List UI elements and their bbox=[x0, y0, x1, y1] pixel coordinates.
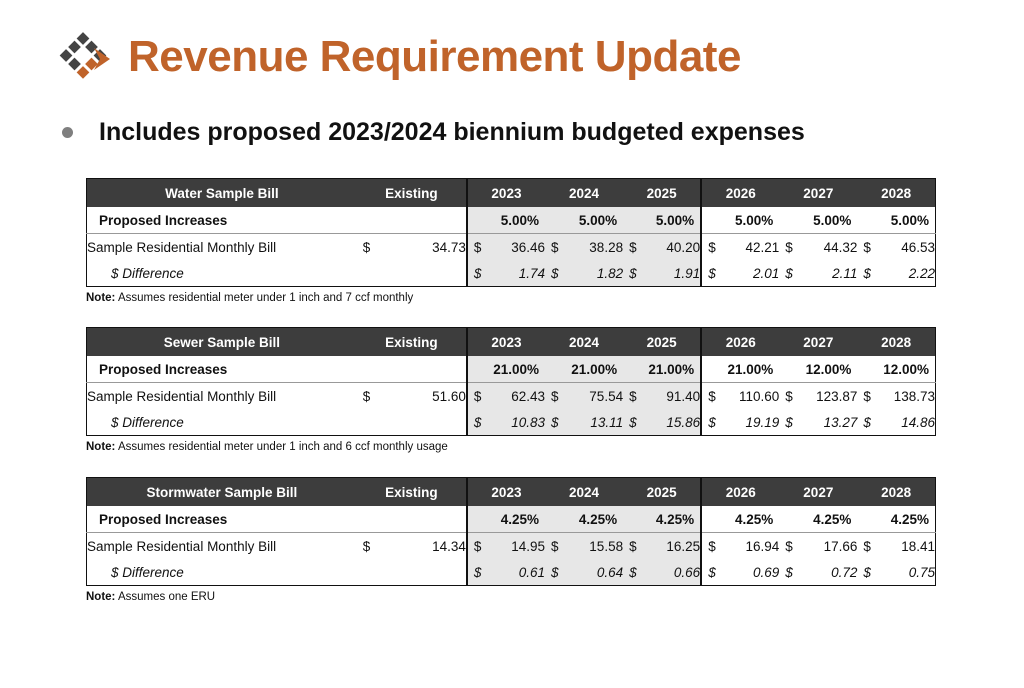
currency-symbol: $ bbox=[863, 538, 871, 554]
year-header: 2025 bbox=[623, 179, 701, 208]
difference-value: 19.19 bbox=[745, 414, 780, 430]
bill-value: 38.28 bbox=[563, 234, 623, 261]
difference-value: 0.61 bbox=[485, 559, 545, 586]
bill-value: 138.73 bbox=[893, 388, 935, 404]
currency-symbol: $ bbox=[708, 388, 716, 404]
year-header: 2028 bbox=[857, 179, 935, 208]
monthly-bill-row bbox=[87, 533, 936, 560]
difference-row bbox=[87, 409, 936, 436]
bill-value: 16.94 bbox=[745, 538, 780, 554]
increase-value: 4.25% bbox=[467, 506, 545, 533]
currency-symbol: $ bbox=[785, 265, 793, 281]
currency-symbol: $ bbox=[785, 414, 793, 430]
difference-row bbox=[87, 559, 936, 586]
proposed-increases-row bbox=[87, 356, 936, 383]
year-header: 2028 bbox=[857, 478, 935, 507]
note-text: Assumes residential meter under 1 inch and 6 ccf monthly usage bbox=[115, 441, 448, 453]
increase-value: 5.00% bbox=[779, 207, 857, 234]
currency-symbol: $ bbox=[863, 414, 871, 430]
monthly-bill-label: Sample Residential Monthly Bill bbox=[87, 239, 277, 255]
diamond-grid-icon bbox=[50, 28, 116, 90]
bill-value: 46.53 bbox=[901, 239, 935, 255]
currency-symbol: $ bbox=[863, 388, 871, 404]
difference-label: $ Difference bbox=[111, 414, 184, 430]
table-note bbox=[86, 292, 936, 304]
bill-value: 62.43 bbox=[485, 383, 545, 410]
difference-label: $ Difference bbox=[111, 265, 184, 281]
note-text: Assumes residential meter under 1 inch and 7 ccf monthly bbox=[115, 292, 414, 304]
bill-value: 15.58 bbox=[563, 533, 623, 560]
existing-value: 34.73 bbox=[432, 239, 466, 255]
currency-symbol: $ bbox=[708, 538, 716, 554]
year-header: 2026 bbox=[701, 478, 779, 507]
difference-value: 1.91 bbox=[641, 260, 701, 287]
increase-value: 12.00% bbox=[857, 356, 935, 383]
existing-value: 51.60 bbox=[432, 388, 466, 404]
increase-value: 4.25% bbox=[623, 506, 701, 533]
increase-value: 21.00% bbox=[467, 356, 545, 383]
difference-value: 0.69 bbox=[753, 564, 780, 580]
water-bill-table bbox=[86, 178, 936, 287]
increase-value: 21.00% bbox=[545, 356, 623, 383]
increase-value: 5.00% bbox=[545, 207, 623, 234]
monthly-bill-row bbox=[87, 234, 936, 261]
bill-value: 36.46 bbox=[485, 234, 545, 261]
year-header: 2027 bbox=[779, 478, 857, 507]
note-label: Note: bbox=[86, 441, 116, 453]
increase-value: 5.00% bbox=[467, 207, 545, 234]
table-header-row bbox=[87, 179, 936, 208]
bill-value: 14.95 bbox=[485, 533, 545, 560]
year-header: 2024 bbox=[545, 478, 623, 507]
difference-value: 2.01 bbox=[753, 265, 780, 281]
difference-value: 1.82 bbox=[563, 260, 623, 287]
stormwater-bill-table bbox=[86, 477, 936, 586]
increase-value: 4.25% bbox=[545, 506, 623, 533]
proposed-increases-row bbox=[87, 506, 936, 533]
difference-value: 0.72 bbox=[831, 564, 858, 580]
year-header: 2025 bbox=[623, 328, 701, 357]
proposed-increases-label: Proposed Increases bbox=[87, 207, 357, 234]
note-label: Note: bbox=[86, 591, 116, 603]
bill-value: 91.40 bbox=[641, 383, 701, 410]
table-note bbox=[86, 441, 936, 453]
currency-symbol: $ bbox=[623, 383, 641, 410]
note-text: Assumes one ERU bbox=[115, 591, 216, 603]
difference-value: 10.83 bbox=[485, 409, 545, 436]
year-header: 2024 bbox=[545, 328, 623, 357]
difference-value: 0.64 bbox=[563, 559, 623, 586]
bill-value: 40.20 bbox=[641, 234, 701, 261]
currency-symbol: $ bbox=[467, 559, 485, 586]
bill-value: 44.32 bbox=[823, 239, 858, 255]
currency-symbol: $ bbox=[467, 409, 485, 436]
year-header: 2027 bbox=[779, 179, 857, 208]
currency-symbol: $ bbox=[708, 564, 716, 580]
year-header: 2023 bbox=[467, 478, 545, 507]
existing-value: 14.34 bbox=[432, 538, 466, 554]
bill-value: 75.54 bbox=[563, 383, 623, 410]
year-header: 2026 bbox=[701, 179, 779, 208]
difference-value: 0.75 bbox=[908, 564, 935, 580]
proposed-increases-row bbox=[87, 207, 936, 234]
bill-value: 17.66 bbox=[823, 538, 858, 554]
currency-symbol: $ bbox=[785, 564, 793, 580]
difference-value: 13.27 bbox=[823, 414, 858, 430]
table-note bbox=[86, 591, 936, 603]
sewer-bill-section bbox=[86, 327, 936, 453]
increase-value: 21.00% bbox=[623, 356, 701, 383]
proposed-increases-label: Proposed Increases bbox=[87, 506, 357, 533]
currency-symbol: $ bbox=[863, 265, 871, 281]
water-bill-section bbox=[86, 178, 936, 304]
currency-symbol: $ bbox=[545, 234, 563, 261]
currency-symbol: $ bbox=[785, 239, 793, 255]
year-header: 2024 bbox=[545, 179, 623, 208]
currency-symbol: $ bbox=[623, 559, 641, 586]
monthly-bill-row bbox=[87, 383, 936, 410]
currency-symbol: $ bbox=[545, 409, 563, 436]
monthly-bill-label: Sample Residential Monthly Bill bbox=[87, 538, 277, 554]
bullet-text: Includes proposed 2023/2024 biennium budgeted expenses bbox=[99, 118, 805, 146]
increase-value: 4.25% bbox=[779, 506, 857, 533]
bullet-item bbox=[62, 118, 805, 147]
bill-value: 110.60 bbox=[738, 388, 780, 404]
currency-symbol: $ bbox=[863, 239, 871, 255]
increase-value: 5.00% bbox=[857, 207, 935, 234]
currency-symbol: $ bbox=[362, 388, 371, 404]
currency-symbol: $ bbox=[545, 533, 563, 560]
currency-symbol: $ bbox=[623, 260, 641, 287]
year-header: 2026 bbox=[701, 328, 779, 357]
increase-value: 5.00% bbox=[701, 207, 779, 234]
existing-header: Existing bbox=[357, 179, 467, 208]
currency-symbol: $ bbox=[467, 533, 485, 560]
bullet-dot-icon bbox=[62, 127, 73, 138]
currency-symbol: $ bbox=[708, 414, 716, 430]
currency-symbol: $ bbox=[545, 383, 563, 410]
currency-symbol: $ bbox=[467, 383, 485, 410]
difference-value: 2.11 bbox=[832, 265, 858, 281]
year-header: 2023 bbox=[467, 179, 545, 208]
difference-value: 13.11 bbox=[563, 409, 623, 436]
currency-symbol: $ bbox=[708, 239, 716, 255]
currency-symbol: $ bbox=[545, 559, 563, 586]
bill-value: 18.41 bbox=[901, 538, 935, 554]
year-header: 2025 bbox=[623, 478, 701, 507]
currency-symbol: $ bbox=[467, 234, 485, 261]
bill-value: 123.87 bbox=[816, 388, 858, 404]
currency-symbol: $ bbox=[708, 265, 716, 281]
difference-label: $ Difference bbox=[111, 564, 184, 580]
year-header: 2027 bbox=[779, 328, 857, 357]
note-label: Note: bbox=[86, 292, 116, 304]
difference-value: 15.86 bbox=[641, 409, 701, 436]
bill-header: Stormwater Sample Bill bbox=[87, 478, 357, 507]
table-header-row bbox=[87, 328, 936, 357]
difference-value: 0.66 bbox=[641, 559, 701, 586]
slide-title: Revenue Requirement Update bbox=[128, 32, 741, 81]
currency-symbol: $ bbox=[785, 388, 793, 404]
currency-symbol: $ bbox=[362, 239, 371, 255]
table-header-row bbox=[87, 478, 936, 507]
increase-value: 21.00% bbox=[701, 356, 779, 383]
currency-symbol: $ bbox=[362, 538, 371, 554]
increase-value: 4.25% bbox=[701, 506, 779, 533]
year-header: 2023 bbox=[467, 328, 545, 357]
difference-value: 1.74 bbox=[485, 260, 545, 287]
existing-header: Existing bbox=[357, 478, 467, 507]
bill-header: Water Sample Bill bbox=[87, 179, 357, 208]
currency-symbol: $ bbox=[545, 260, 563, 287]
currency-symbol: $ bbox=[467, 260, 485, 287]
proposed-increases-label: Proposed Increases bbox=[87, 356, 357, 383]
currency-symbol: $ bbox=[785, 538, 793, 554]
monthly-bill-label: Sample Residential Monthly Bill bbox=[87, 388, 277, 404]
difference-value: 2.22 bbox=[908, 265, 935, 281]
bill-value: 42.21 bbox=[745, 239, 780, 255]
increase-value: 5.00% bbox=[623, 207, 701, 234]
stormwater-bill-section bbox=[86, 477, 936, 603]
difference-value: 14.86 bbox=[901, 414, 935, 430]
currency-symbol: $ bbox=[863, 564, 871, 580]
bill-header: Sewer Sample Bill bbox=[87, 328, 357, 357]
currency-symbol: $ bbox=[623, 234, 641, 261]
increase-value: 12.00% bbox=[779, 356, 857, 383]
currency-symbol: $ bbox=[623, 533, 641, 560]
existing-header: Existing bbox=[357, 328, 467, 357]
bill-value: 16.25 bbox=[641, 533, 701, 560]
difference-row bbox=[87, 260, 936, 287]
increase-value: 4.25% bbox=[857, 506, 935, 533]
sewer-bill-table bbox=[86, 327, 936, 436]
year-header: 2028 bbox=[857, 328, 935, 357]
currency-symbol: $ bbox=[623, 409, 641, 436]
